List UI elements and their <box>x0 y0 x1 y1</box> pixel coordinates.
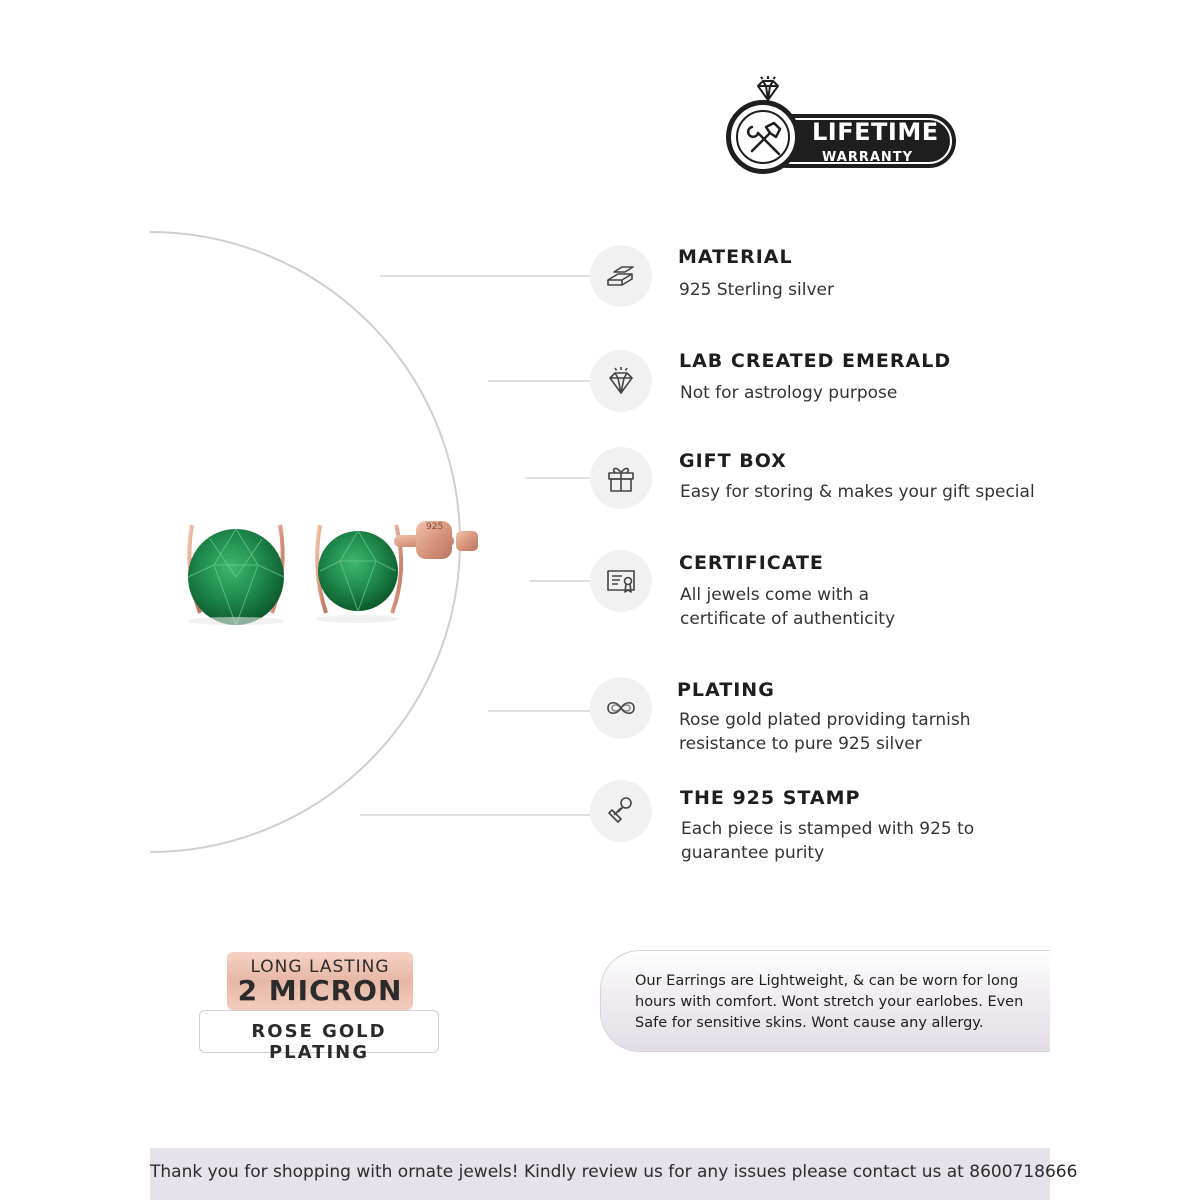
right-earring <box>316 521 478 623</box>
feature-desc-gift-box: Easy for storing & makes your gift special <box>680 482 1035 502</box>
silver-bar-icon <box>605 260 637 292</box>
left-earring <box>188 505 284 625</box>
feature-title-925-stamp: THE 925 STAMP <box>680 787 861 809</box>
feature-title-gift-box: GIFT BOX <box>679 450 787 472</box>
stamp-text: 925 <box>426 522 444 532</box>
emerald-earrings-image <box>170 495 500 635</box>
feature-desc-plating-1: Rose gold plated providing tarnish <box>679 710 971 730</box>
comfort-note <box>600 950 1050 1052</box>
badge-title: LIFETIME <box>812 118 939 146</box>
certificate-icon <box>605 565 637 597</box>
badge-subtitle: WARRANTY <box>822 150 914 165</box>
rose-gold-plating-label <box>199 1010 439 1063</box>
feature-icon-circle <box>590 550 652 612</box>
micron-line2: 2 MICRON <box>237 974 403 1007</box>
micron-line1: LONG LASTING <box>250 957 390 977</box>
gift-box-icon <box>605 462 637 494</box>
feature-title-plating: PLATING <box>677 679 775 701</box>
feature-desc-emerald: Not for astrology purpose <box>680 383 898 403</box>
micron-line3: ROSE GOLD PLATING <box>251 1021 387 1063</box>
feature-icon-circle <box>590 350 652 412</box>
comfort-note-text: Our Earrings are Lightweight, & can be worn for long hours with comfort. Wont stretch your earlobes. Even Safe for sensitive skins. Wont cause any allergy. <box>635 973 1024 1031</box>
feature-title-certificate: CERTIFICATE <box>679 552 824 574</box>
feature-desc-certificate-2: certificate of authenticity <box>680 609 896 629</box>
feature-title-material: MATERIAL <box>678 246 793 268</box>
feature-icon-circle <box>590 677 652 739</box>
feature-icon-circle <box>590 780 652 842</box>
feature-title-emerald: LAB CREATED EMERALD <box>679 350 952 372</box>
footer-banner <box>150 1148 1078 1200</box>
feature-desc-plating-2: resistance to pure 925 silver <box>679 734 922 754</box>
diamond-icon <box>605 365 637 397</box>
feature-icon-circle <box>590 447 652 509</box>
feature-desc-certificate-1: All jewels come with a <box>680 585 870 605</box>
infinity-icon <box>605 692 637 724</box>
feature-desc-material: 925 Sterling silver <box>679 280 834 300</box>
stamp-icon <box>605 795 637 827</box>
long-lasting-micron-badge <box>227 952 413 1010</box>
feature-desc-925-stamp-2: guarantee purity <box>681 843 825 863</box>
feature-icon-circle <box>590 245 652 307</box>
feature-desc-925-stamp-1: Each piece is stamped with 925 to <box>681 819 975 839</box>
footer-text: Thank you for shopping with ornate jewels! Kindly review us for any issues please contact us at 8600718666 <box>150 1162 1078 1182</box>
